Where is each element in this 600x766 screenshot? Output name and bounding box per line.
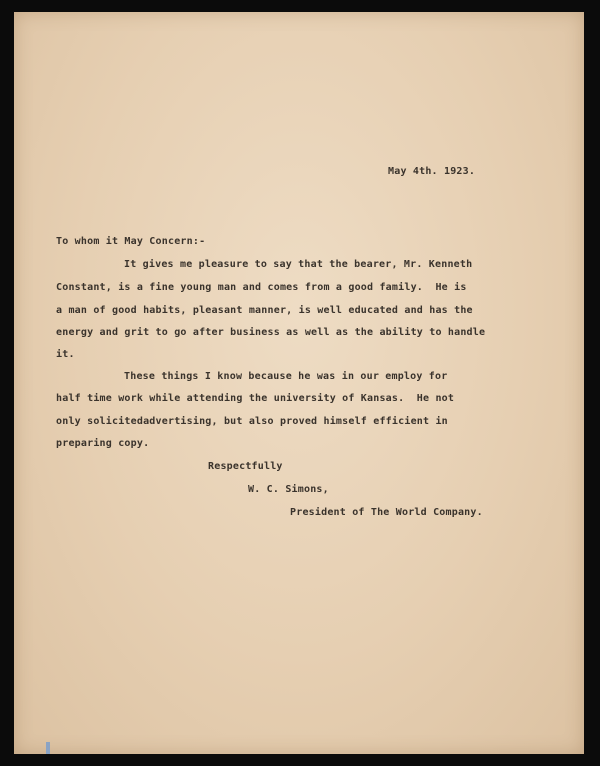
archive-tab-marker <box>46 742 50 754</box>
signer-name: W. C. Simons, <box>248 484 329 495</box>
paragraph-1-line-1: It gives me pleasure to say that the bearer, Mr. Kenneth <box>124 259 473 270</box>
paragraph-2-line-4: preparing copy. <box>56 438 150 449</box>
letter-date: May 4th. 1923. <box>388 166 476 177</box>
signer-title: President of The World Company. <box>290 507 483 518</box>
letter-paper <box>14 12 584 754</box>
paragraph-1-line-4: energy and grit to go after business as well as the ability to handle <box>56 327 486 338</box>
paragraph-2-line-2: half time work while attending the university of Kansas. He not <box>56 393 455 404</box>
salutation: To whom it May Concern:- <box>56 236 206 247</box>
paragraph-2-line-1: These things I know because he was in our employ for <box>124 371 448 382</box>
paragraph-1-line-3: a man of good habits, pleasant manner, is well educated and has the <box>56 305 473 316</box>
paragraph-1-line-2: Constant, is a fine young man and comes from a good family. He is <box>56 282 467 293</box>
paragraph-2-line-3: only solicitedadvertising, but also proved himself efficient in <box>56 416 448 427</box>
closing: Respectfully <box>208 461 283 472</box>
paragraph-1-line-5: it. <box>56 349 75 360</box>
